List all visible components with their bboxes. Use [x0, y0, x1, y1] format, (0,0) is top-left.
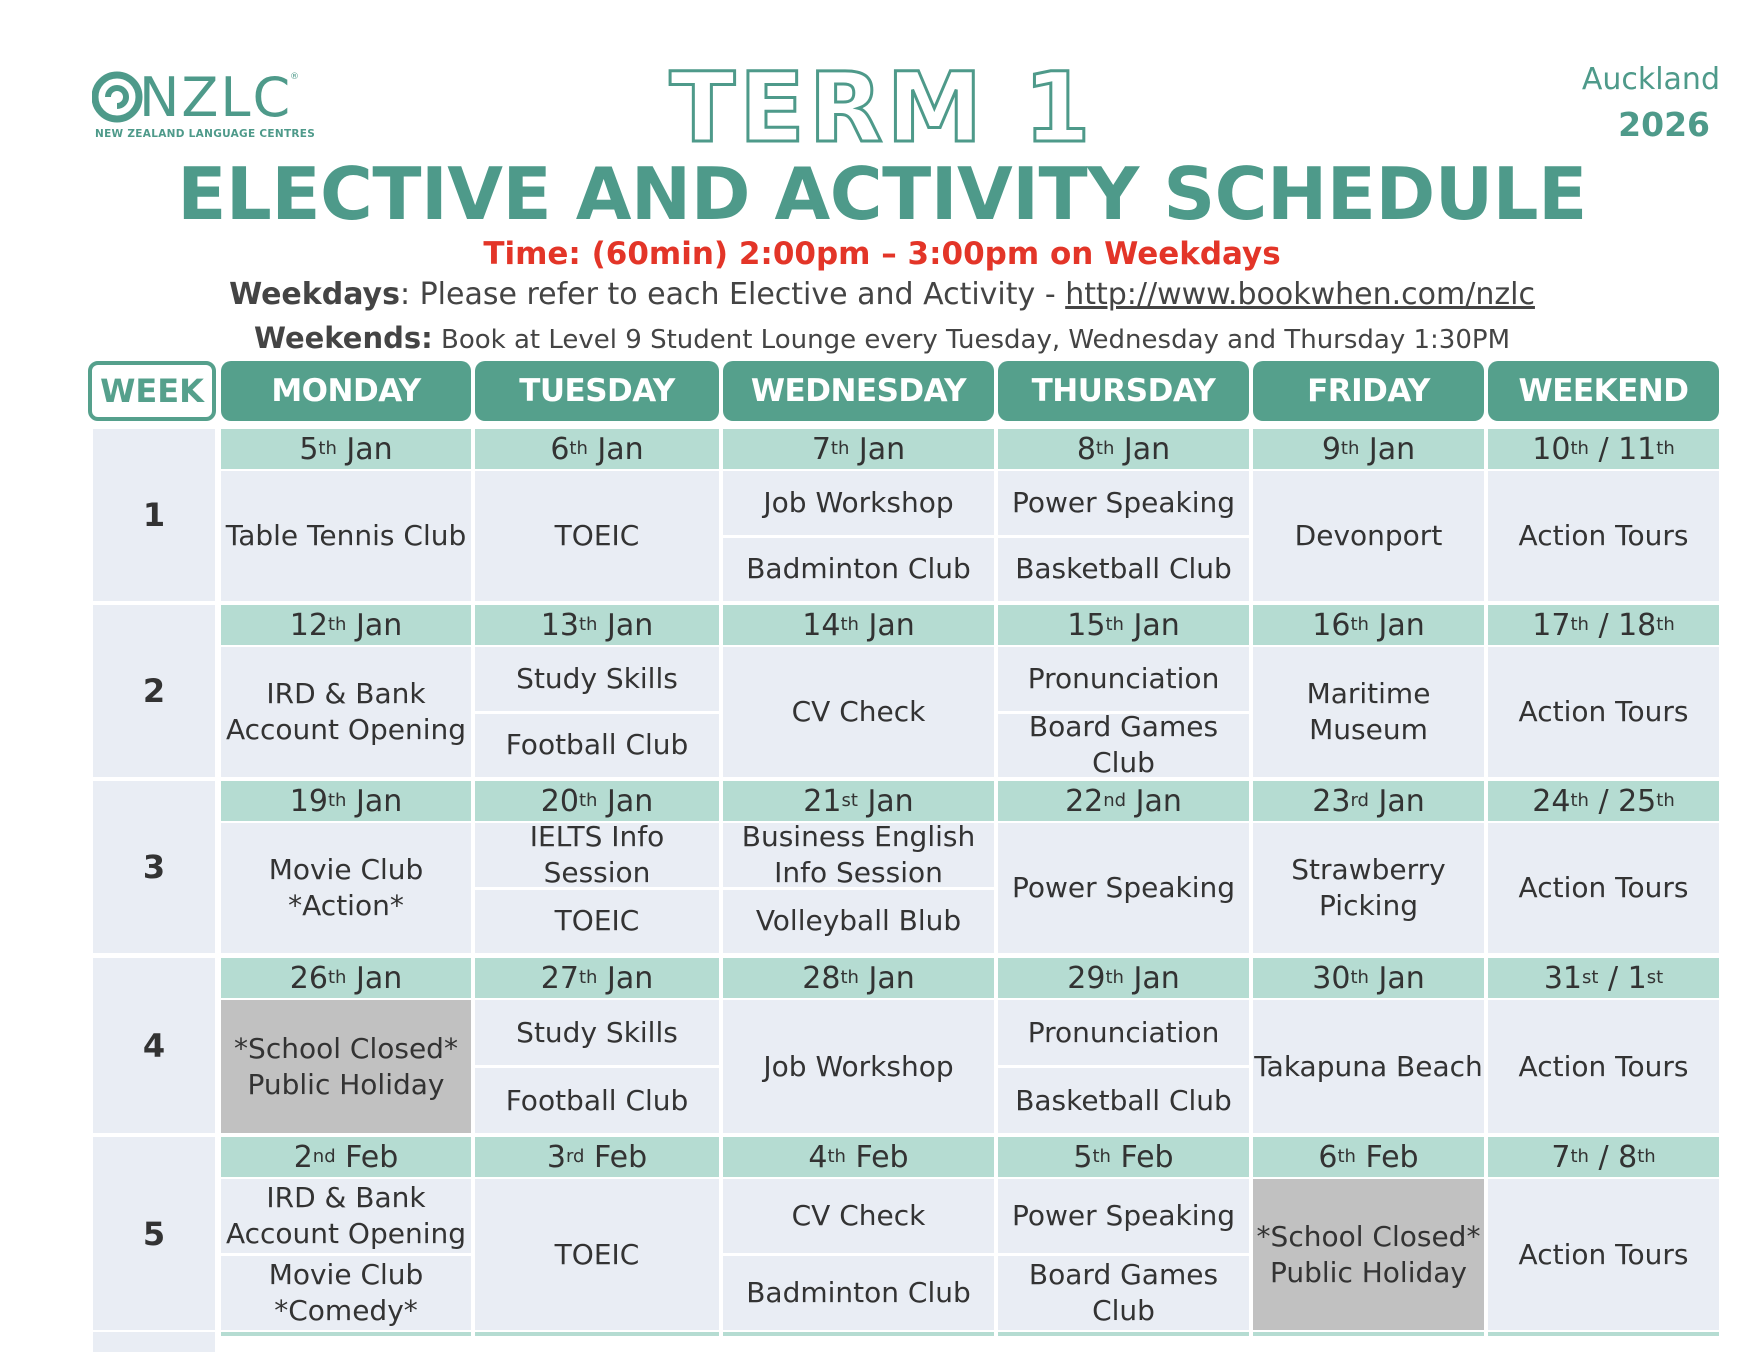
activity-label: Badminton Club [746, 1276, 971, 1309]
date-day: 5 [299, 431, 319, 467]
date-day: 16 [1312, 607, 1351, 643]
city-label: Auckland [1581, 62, 1720, 97]
activity-label: Job Workshop [763, 1049, 954, 1083]
activity-cell[interactable] [475, 890, 719, 954]
activity-label: TOEIC [554, 1237, 640, 1271]
date-month: Jan [355, 783, 403, 819]
date-day: 8 [1076, 431, 1096, 467]
activity-cell[interactable] [1253, 1000, 1484, 1133]
activity-label: IRD & Bank Account Opening [225, 1181, 467, 1250]
activity-cell[interactable] [998, 647, 1249, 711]
activity-label: Study Skills [516, 1015, 678, 1049]
date-cell: 6 th Jan [475, 429, 719, 469]
activity-cell[interactable] [998, 823, 1249, 953]
date-separator: / [1598, 960, 1628, 996]
next-row-strip [998, 1332, 1249, 1336]
weekends-text: Book at Level 9 Student Lounge every Tuesday, Wednesday and Thursday 1:30PM [432, 325, 1510, 355]
activity-label: Action Tours [1518, 871, 1689, 904]
activity-cell[interactable] [723, 538, 994, 602]
activity-label: TOEIC [554, 904, 640, 938]
date-cell: 13 th Jan [475, 605, 719, 645]
activity-label: Business English Info Session [741, 819, 976, 889]
activity-cell[interactable] [998, 1179, 1249, 1253]
date-month: Feb [855, 1139, 909, 1175]
activity-cell[interactable] [1488, 471, 1719, 601]
activity-label: Badminton Club [746, 552, 971, 586]
date-day: 9 [1321, 431, 1341, 467]
date-cell: 3 rd Feb [475, 1137, 719, 1177]
week-number [93, 958, 215, 1133]
week-number [93, 1137, 215, 1330]
activity-label: Football Club [505, 728, 689, 762]
date-cell: 20 th Jan [475, 781, 719, 821]
activity-label: TOEIC [554, 519, 640, 552]
activity-label: Action Tours [1518, 695, 1689, 728]
date-cell: 16 th Jan [1253, 605, 1484, 645]
date-day: 21 [803, 783, 842, 819]
date-cell: 23 rd Jan [1253, 781, 1484, 821]
date-separator: / [1588, 431, 1619, 467]
activity-cell[interactable] [1488, 1179, 1719, 1330]
weekends-info [0, 320, 1764, 358]
activity-label: Board Games Club [1028, 1258, 1219, 1327]
date-cell: 7 th / 8 th [1488, 1137, 1719, 1177]
week-number-label: 3 [142, 848, 166, 886]
date-cell: 5 th Feb [998, 1137, 1249, 1177]
activity-cell[interactable] [475, 714, 719, 778]
activity-label: Table Tennis Club [225, 519, 467, 552]
activity-label: IELTS Info Session [529, 819, 665, 889]
date-day: 13 [540, 607, 579, 643]
activity-label: Action Tours [1518, 1237, 1689, 1271]
weekdays-info [0, 276, 1764, 314]
activity-cell[interactable] [998, 538, 1249, 602]
next-row-strip [723, 1332, 994, 1336]
next-row-strip [221, 1332, 471, 1336]
date-cell: 21 st Jan [723, 781, 994, 821]
activity-cell[interactable] [221, 647, 471, 777]
activity-label: Basketball Club [1015, 1083, 1232, 1117]
next-row-strip [1488, 1332, 1719, 1336]
header-week: WEEK [88, 361, 216, 421]
activity-cell[interactable] [723, 471, 994, 535]
activity-label: Movie Club *Action* [268, 853, 424, 922]
activity-label: Power Speaking [1011, 1199, 1235, 1232]
date-cell: 29 th Jan [998, 958, 1249, 998]
date-cell: 28 th Jan [723, 958, 994, 998]
date-cell: 6 th Feb [1253, 1137, 1484, 1177]
date-month: Jan [346, 431, 393, 467]
date-day: 29 [1067, 960, 1106, 996]
activity-cell[interactable] [1488, 647, 1719, 777]
date-month: Jan [355, 960, 403, 996]
date-day: 15 [1067, 607, 1106, 643]
activity-label: Pronunciation [1027, 1015, 1220, 1049]
date-separator: / [1588, 783, 1619, 819]
date-day: 4 [808, 1139, 828, 1175]
activity-cell[interactable] [1253, 471, 1484, 601]
date-day: 12 [289, 607, 328, 643]
date-day: 30 [1312, 960, 1351, 996]
week-number-label: 2 [142, 672, 166, 710]
date-day: 2 [293, 1139, 313, 1175]
activity-cell[interactable] [723, 890, 994, 954]
date-cell: 19 th Jan [221, 781, 471, 821]
activity-cell[interactable] [475, 1000, 719, 1065]
date-month: Jan [1123, 431, 1171, 467]
activity-cell[interactable] [1488, 823, 1719, 953]
activity-label: Power Speaking [1011, 485, 1235, 519]
activity-cell[interactable] [1253, 823, 1484, 953]
date-day: 3 [546, 1139, 566, 1175]
date-day: 27 [540, 960, 579, 996]
week-number-label: 4 [142, 1026, 166, 1065]
date-month: Jan [606, 960, 654, 996]
date-day-2: 11 [1618, 431, 1657, 467]
registered-mark: ® [290, 72, 299, 82]
activity-label: Takapuna Beach [1254, 1049, 1483, 1083]
closed-label: *School Closed* Public Holiday [1256, 1219, 1481, 1289]
date-month: Feb [594, 1139, 648, 1175]
header-wednesday: WEDNESDAY [723, 361, 994, 421]
logo-wordmark: NZLC [139, 66, 293, 129]
date-day: 6 [1318, 1139, 1338, 1175]
time-info: Time: (60min) 2:00pm – 3:00pm on Weekdays [483, 236, 1281, 272]
date-day: 20 [540, 783, 579, 819]
date-cell: 15 th Jan [998, 605, 1249, 645]
activity-label: Strawberry Picking [1291, 853, 1446, 922]
date-month: Jan [1133, 607, 1180, 643]
week-number-label: 1 [142, 496, 166, 534]
activity-label: Devonport [1294, 519, 1443, 552]
activity-cell[interactable] [723, 1179, 994, 1253]
activity-cell[interactable] [221, 823, 471, 953]
date-day-2: 25 [1618, 783, 1657, 819]
date-cell: 9 th Jan [1253, 429, 1484, 469]
date-day: 5 [1073, 1139, 1093, 1175]
closed-label: *School Closed* Public Holiday [234, 1031, 458, 1101]
activity-cell[interactable] [475, 647, 719, 711]
date-cell: 24 th / 25 th [1488, 781, 1719, 821]
next-week-strip [93, 1336, 215, 1352]
activity-label: Basketball Club [1015, 552, 1232, 586]
date-day: 19 [289, 783, 328, 819]
date-month: Jan [858, 431, 906, 467]
date-day-2: 18 [1618, 607, 1657, 643]
date-month: Jan [355, 607, 403, 643]
date-cell: 14 th Jan [723, 605, 994, 645]
activity-cell[interactable] [475, 1068, 719, 1133]
date-month: Jan [1135, 783, 1182, 819]
date-cell: 2 nd Feb [221, 1137, 471, 1177]
date-cell: 7 th Jan [723, 429, 994, 469]
week-number [93, 781, 215, 953]
activity-cell[interactable] [998, 471, 1249, 535]
activity-cell[interactable] [723, 1000, 994, 1133]
activity-cell[interactable] [221, 1179, 471, 1253]
activity-label: Football Club [505, 1083, 689, 1117]
year-label: 2026 [1618, 105, 1710, 144]
header-weekend: WEEKEND [1488, 361, 1719, 421]
activity-cell[interactable] [221, 471, 471, 601]
date-month: Feb [1120, 1139, 1174, 1175]
header-monday: MONDAY [221, 361, 471, 421]
activity-cell[interactable] [723, 819, 994, 889]
activity-cell[interactable] [221, 1256, 471, 1330]
date-day: 28 [802, 960, 841, 996]
activity-cell[interactable] [723, 647, 994, 777]
activity-label: IRD & Bank Account Opening [225, 677, 467, 746]
activity-label: Job Workshop [763, 485, 954, 519]
date-separator: / [1588, 1139, 1619, 1175]
activity-label: Study Skills [516, 661, 678, 695]
date-cell: 8 th Jan [998, 429, 1249, 469]
date-day: 26 [289, 960, 328, 996]
activity-cell[interactable] [1253, 647, 1484, 777]
date-day: 31 [1543, 960, 1583, 996]
activity-cell[interactable] [475, 1179, 719, 1330]
closed-cell [221, 1000, 471, 1133]
date-month: Jan [606, 783, 654, 819]
activity-cell[interactable] [998, 1000, 1249, 1065]
date-cell: 12 th Jan [221, 605, 471, 645]
activity-label: Power Speaking [1011, 871, 1235, 904]
date-cell: 5 th Jan [221, 429, 471, 469]
activity-label: Pronunciation [1027, 661, 1220, 695]
bookwhen-link[interactable]: http://www.bookwhen.com/nzlc [1065, 277, 1535, 312]
activity-label: CV Check [791, 1199, 926, 1232]
date-month: Feb [1365, 1139, 1419, 1175]
activity-label: Board Games Club [1028, 710, 1219, 780]
date-month: Jan [1378, 783, 1425, 819]
header-thursday: THURSDAY [998, 361, 1249, 421]
weekends-label: Weekends: [254, 321, 433, 355]
date-month: Jan [1378, 960, 1425, 996]
activity-cell[interactable] [475, 819, 719, 889]
date-cell: 17 th / 18 th [1488, 605, 1719, 645]
activity-cell[interactable] [1488, 1000, 1719, 1133]
activity-label: CV Check [791, 695, 926, 728]
activity-label: Movie Club *Comedy* [268, 1258, 424, 1327]
date-day: 7 [811, 431, 831, 467]
date-cell: 4 th Feb [723, 1137, 994, 1177]
activity-label: Action Tours [1518, 1049, 1689, 1083]
next-row-strip [475, 1332, 719, 1336]
week-number [93, 429, 215, 601]
date-month: Jan [1368, 431, 1416, 467]
date-month: Jan [867, 783, 914, 819]
date-month: Jan [1133, 960, 1180, 996]
logo-subtitle: NEW ZEALAND LANGUAGE CENTRES [95, 128, 316, 140]
date-day-2: 8 [1618, 1139, 1638, 1175]
date-day: 17 [1532, 607, 1571, 643]
activity-cell[interactable] [475, 471, 719, 601]
date-month: Jan [606, 607, 654, 643]
date-month: Jan [868, 607, 915, 643]
week-number-label: 5 [142, 1214, 166, 1253]
activity-cell[interactable] [723, 1256, 994, 1330]
activity-label: Volleyball Blub [755, 904, 962, 938]
date-cell: 30 th Jan [1253, 958, 1484, 998]
date-cell: 31 st / 1 st [1488, 958, 1719, 998]
term-title: TERM 1 [669, 52, 1095, 164]
date-day: 14 [802, 607, 841, 643]
activity-label: Maritime Museum [1306, 677, 1431, 746]
date-day: 6 [550, 431, 570, 467]
date-cell: 27 th Jan [475, 958, 719, 998]
date-day: 23 [1312, 783, 1351, 819]
date-month: Feb [345, 1139, 399, 1175]
header-tuesday: TUESDAY [475, 361, 719, 421]
header-friday: FRIDAY [1253, 361, 1484, 421]
date-day: 24 [1532, 783, 1571, 819]
week-number [93, 605, 215, 777]
weekdays-text: : Please refer to each Elective and Activity - [399, 277, 1066, 312]
date-cell: 22 nd Jan [998, 781, 1249, 821]
closed-cell [1253, 1179, 1484, 1330]
date-month: Jan [1378, 607, 1425, 643]
activity-cell[interactable] [998, 1256, 1249, 1330]
date-day: 10 [1532, 431, 1571, 467]
schedule-title: ELECTIVE AND ACTIVITY SCHEDULE [177, 152, 1587, 236]
date-cell: 10 th / 11 th [1488, 429, 1719, 469]
date-day-2: 1 [1627, 960, 1647, 996]
activity-cell[interactable] [998, 710, 1249, 780]
date-cell: 26 th Jan [221, 958, 471, 998]
weekdays-label: Weekdays [229, 277, 400, 312]
date-day: 7 [1551, 1139, 1571, 1175]
date-month: Jan [597, 431, 644, 467]
next-row-strip [1253, 1332, 1484, 1336]
activity-label: Action Tours [1518, 519, 1689, 552]
date-month: Jan [868, 960, 915, 996]
activity-cell[interactable] [998, 1068, 1249, 1133]
date-separator: / [1588, 607, 1619, 643]
date-day: 22 [1065, 783, 1104, 819]
